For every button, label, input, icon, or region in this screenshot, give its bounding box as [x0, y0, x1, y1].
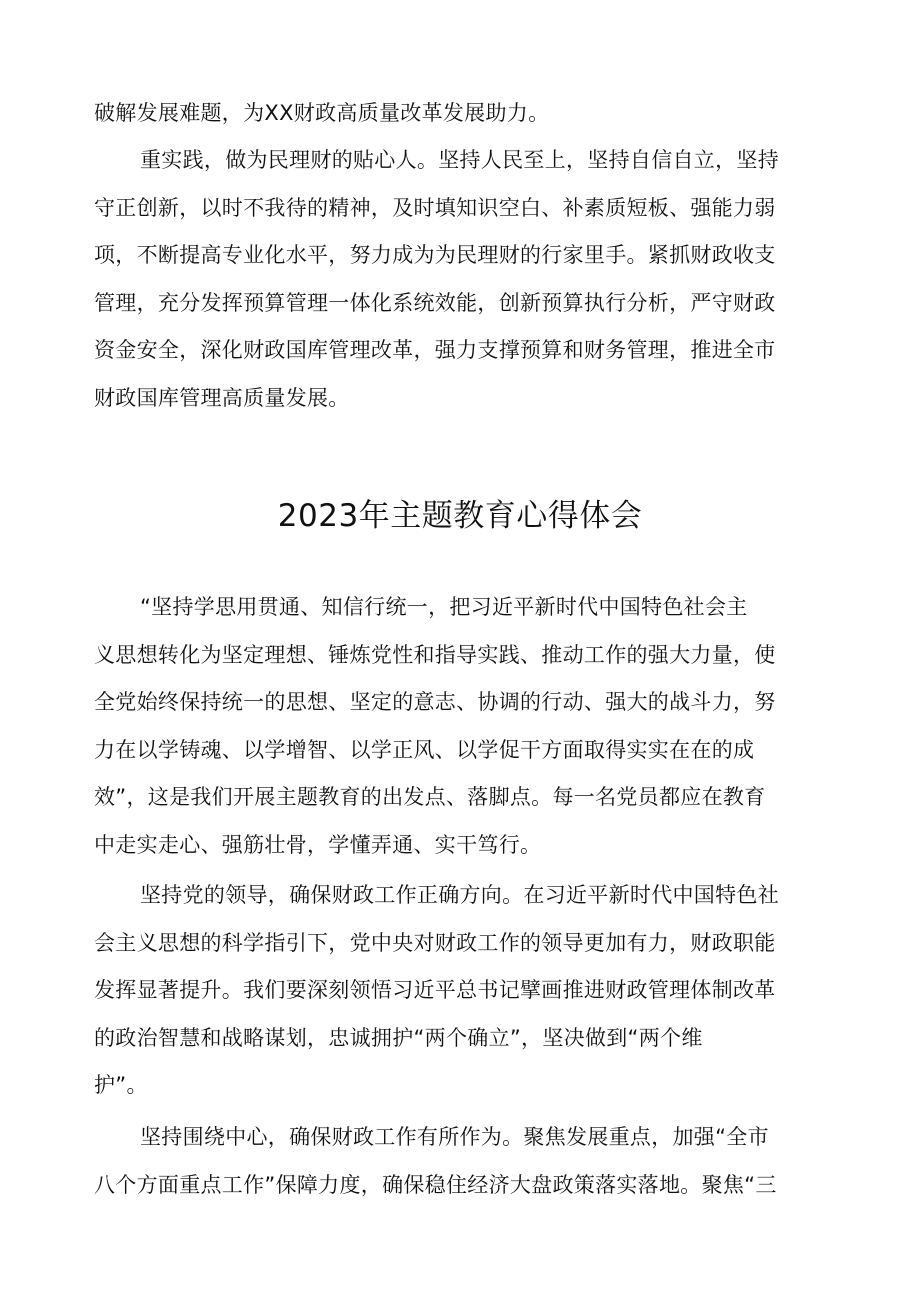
text-line: 力在以学铸魂、以学增智、以学正风、以学促干方面取得实实在在的成	[94, 737, 755, 762]
leadership-paragraph	[94, 872, 834, 1110]
practice-paragraph	[94, 137, 834, 422]
text-line: 全党始终保持统一的思想、坚定的意志、协调的行动、强大的战斗力，努	[94, 690, 776, 714]
text-line: 破解发展难题，为XX财政高质量改革发展助力。	[94, 101, 550, 125]
text-line: 发挥显著提升。我们要深刻领悟习近平总书记擘画推进财政管理体制改革	[94, 978, 776, 1002]
continuation-paragraph	[94, 90, 834, 138]
text-line: 坚持围绕中心，确保财政工作有所作为。聚焦发展重点，加强“全市	[140, 1125, 769, 1149]
text-line: 会主义思想的科学指引下，党中央对财政工作的领导更加有力，财政职能	[94, 930, 776, 955]
text-line: 义思想转化为坚定理想、锤炼党性和指导实践、推动工作的强大力量，使	[94, 642, 776, 667]
text-line: “坚持学思用贯通、知信行统一，把习近平新时代中国特色社会主	[140, 595, 748, 619]
text-line: 重实践，做为民理财的贴心人。坚持人民至上，坚持自信自立，坚持	[140, 148, 779, 172]
text-line: 的政治智慧和战略谋划，忠诚拥护“两个确立”，坚决做到“两个维	[94, 1025, 703, 1050]
text-line: 效”，这是我们开展主题教育的出发点、落脚点。每一名党员都应在教育	[94, 785, 766, 809]
intro-paragraph	[94, 584, 834, 869]
text-line: 坚持党的领导，确保财政工作正确方向。在习近平新时代中国特色社	[140, 883, 779, 907]
center-work-paragraph	[94, 1114, 834, 1209]
text-line: 项，不断提高专业化水平，努力成为为民理财的行家里手。紧抓财政收支	[94, 243, 776, 267]
document-title: 2023年主题教育心得体会	[277, 498, 643, 534]
text-line: 管理，充分发挥预算管理一体化系统效能，创新预算执行分析，严守财政	[94, 290, 776, 315]
text-line: 资金安全，深化财政国库管理改革，强力支撑预算和财务管理，推进全市	[94, 338, 776, 362]
text-line: 中走实走心、强筋壮骨，学懂弄通、实干笃行。	[94, 832, 542, 857]
text-line: 八个方面重点工作”保障力度，确保稳住经济大盘政策落实落地。聚焦“三	[94, 1172, 777, 1197]
text-line: 财政国库管理高质量发展。	[94, 385, 350, 410]
text-line: 护”。	[94, 1073, 148, 1097]
text-line: 守正创新，以时不我待的精神，及时填知识空白、补素质短板、强能力弱	[94, 195, 776, 220]
